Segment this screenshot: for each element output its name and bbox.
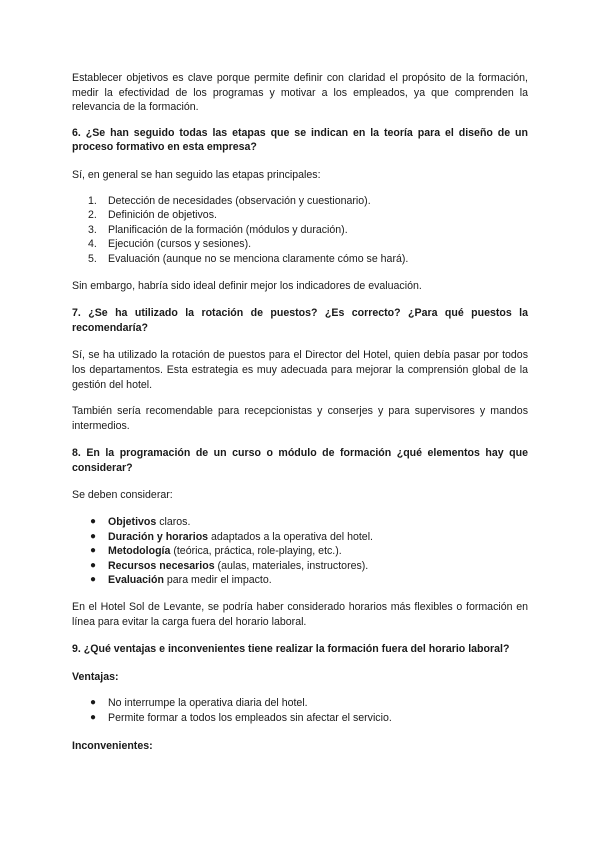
list-item: ● Recursos necesarios (aulas, materiales, instructores). bbox=[90, 559, 369, 572]
question-7-heading: 7. ¿Se ha utilizado la rotación de puestos? ¿Es correcto? ¿Para qué puestos la recomendaría? bbox=[72, 307, 528, 334]
list-item: 1. Detección de necesidades (observación y cuestionario). bbox=[88, 194, 371, 207]
question-6-answer: Sí, en general se han seguido las etapas principales: bbox=[72, 168, 321, 181]
bullet-icon: ● bbox=[90, 530, 97, 542]
list-item: ● No interrumpe la operativa diaria del hotel. bbox=[90, 697, 308, 710]
ventajas-list bbox=[72, 696, 528, 725]
list-item: 3. Planificación de la formación (módulos y duración). bbox=[88, 223, 348, 236]
bullet-icon: ● bbox=[90, 712, 97, 723]
list-item: 5. Evaluación (aunque no se menciona claramente cómo se hará). bbox=[88, 252, 409, 265]
inconvenientes-label: Inconvenientes: bbox=[72, 739, 153, 752]
question-7-paragraph-2: También sería recomendable para recepcionistas y conserjes y para supervisores y mandos intermedios. bbox=[72, 405, 528, 432]
question-8-lead: Se deben considerar: bbox=[72, 489, 173, 502]
list-item: ● Permite formar a todos los empleados sin afectar el servicio. bbox=[90, 712, 392, 724]
question-6-heading: 6. ¿Se han seguido todas las etapas que se indican en la teoría para el diseño de un proceso formativo en esta empresa? bbox=[72, 126, 528, 154]
bullet-icon: ● bbox=[90, 697, 97, 709]
bullet-icon: ● bbox=[90, 516, 97, 528]
question-9-heading: 9. ¿Qué ventajas e inconvenientes tiene realizar la formación fuera del horario laboral? bbox=[72, 643, 510, 656]
list-item: ● Objetivos claros. bbox=[90, 516, 191, 529]
question-8-elements-list bbox=[72, 515, 528, 588]
question-8-heading: 8. En la programación de un curso o módulo de formación ¿qué elementos hay que considerar? bbox=[72, 447, 528, 474]
intro-paragraph: Establecer objetivos es clave porque permite definir con claridad el propósito de la formación, medir la efectividad de los programas y motivar a los empleados, ya que comprenden la relevancia de la formación. bbox=[72, 72, 528, 114]
list-item: ● Metodología (teórica, práctica, role-playing, etc.). bbox=[90, 545, 342, 558]
document-content bbox=[72, 71, 528, 753]
question-6-note: Sin embargo, habría sido ideal definir mejor los indicadores de evaluación. bbox=[72, 279, 422, 292]
bullet-icon: ● bbox=[90, 545, 97, 557]
list-item: ● Evaluación para medir el impacto. bbox=[90, 574, 272, 587]
question-6-steps-list bbox=[72, 194, 528, 267]
ventajas-label: Ventajas: bbox=[72, 670, 119, 683]
bullet-icon: ● bbox=[90, 559, 97, 571]
question-7-paragraph-1: Sí, se ha utilizado la rotación de puestos para el Director del Hotel, quien debía pasar por todos los departamentos. Esta estrategia es muy adecuada para mejorar la comprensión global de la gestión del hotel. bbox=[72, 349, 528, 391]
list-item: 2. Definición de objetivos. bbox=[88, 209, 217, 222]
question-8-note: En el Hotel Sol de Levante, se podría haber considerado horarios más flexibles o formación en línea para evitar la carga fuera del horario laboral. bbox=[72, 601, 528, 628]
list-item: 4. Ejecución (cursos y sesiones). bbox=[88, 238, 252, 251]
list-item: ● Duración y horarios adaptados a la operativa del hotel. bbox=[90, 530, 373, 543]
bullet-icon: ● bbox=[90, 574, 97, 586]
